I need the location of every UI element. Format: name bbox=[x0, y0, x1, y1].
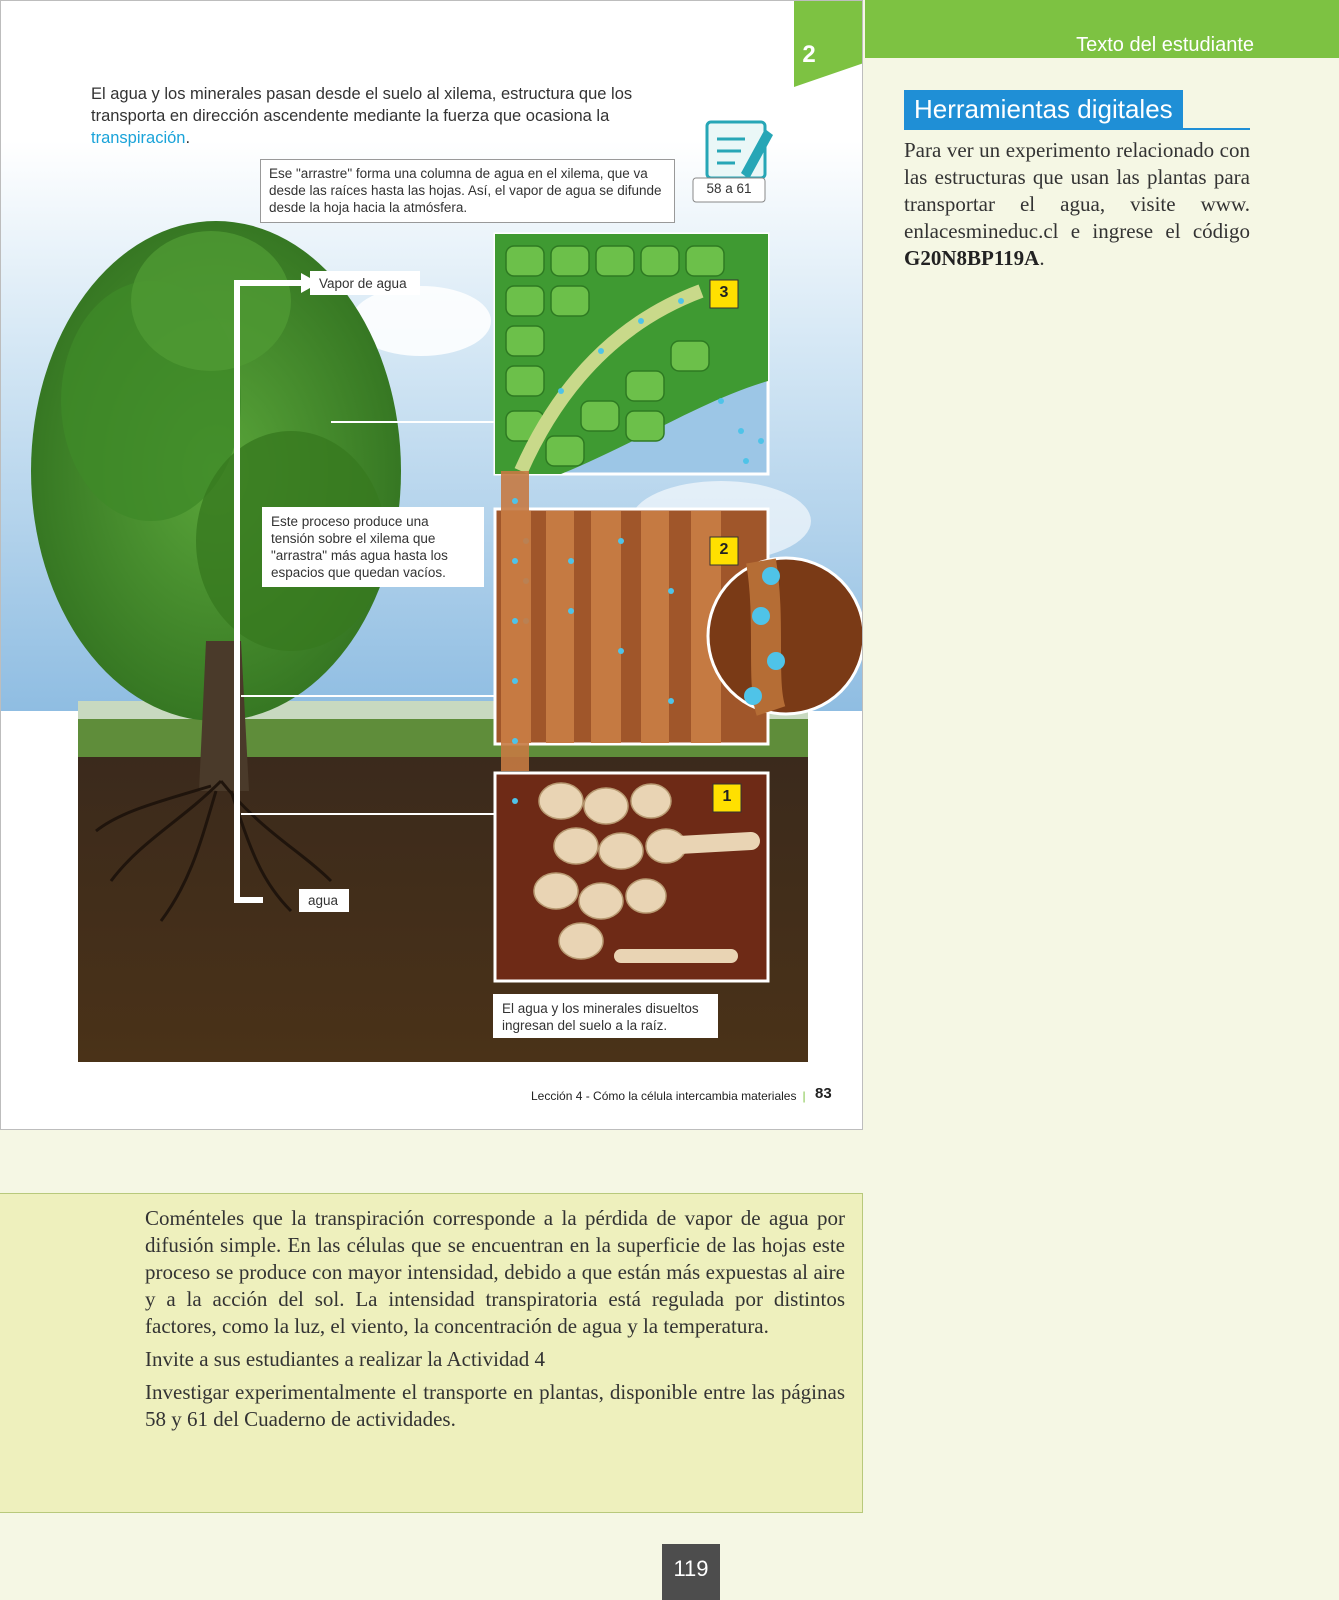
callout-minerales: El agua y los minerales disueltos ingresan del suelo a la raíz. bbox=[493, 994, 718, 1038]
intro-main: El agua y los minerales pasan desde el suelo al xilema, estructura que los transporta en dirección ascendente mediante la fuerza que ocasiona la bbox=[91, 85, 633, 125]
page-number: 119 bbox=[662, 1544, 720, 1600]
note-paragraph-3: Investigar experimentalmente el transporte en plantas, disponible entre las páginas 58 y 61 del Cuaderno de actividades. bbox=[145, 1380, 845, 1431]
label-vapor: Vapor de agua bbox=[310, 271, 420, 295]
callout-tension: Este proceso produce una tensión sobre el xilema que "arrastra" más agua hasta los espacios que quedan vacíos. bbox=[262, 507, 484, 587]
footer-lesson: Lección 4 - Cómo la célula intercambia materiales bbox=[531, 1089, 797, 1103]
teacher-note-text bbox=[145, 1205, 845, 1439]
student-footer: Lección 4 - Cómo la célula intercambia materiales | bbox=[531, 1089, 806, 1103]
badge-1: 1 bbox=[722, 788, 732, 805]
intro-highlight: transpiración bbox=[91, 129, 186, 147]
note-paragraph-1: Coménteles que la transpiración corresponde a la pérdida de vapor de agua por difusión simple. En las células que se encuentran en la superficie de las hojas este proceso se produce con mayor intensidad, debido a que están más expuestas al aire y a la acción del sol. La intensidad transpiratoria está regulada por distintos factores, como la luz, el viento, la concentración de agua y la temperatura. bbox=[145, 1206, 845, 1338]
panel-leaf-cells bbox=[495, 234, 768, 474]
digital-tools-body: Para ver un experimento relacionado con las estructuras que usan las plantas para transportar el agua, visite www. enlacesmineduc.cl e ingrese el código bbox=[904, 138, 1250, 243]
section-label: Texto del estudiante bbox=[1076, 34, 1254, 56]
callout-arrastre: Ese "arrastre" forma una columna de agua en el xilema, que va desde las raíces hasta las hojas. Así, el vapor de agua se difunde desde la hoja hacia la atmósfera. bbox=[260, 159, 675, 223]
student-page-number: 83 bbox=[815, 1085, 832, 1102]
digital-tools-rule bbox=[904, 128, 1250, 130]
section-header-bar bbox=[865, 0, 1339, 58]
digital-tools-title: Herramientas digitales bbox=[904, 90, 1183, 128]
digital-tools-text bbox=[904, 137, 1250, 272]
unit-number: 2 bbox=[802, 41, 816, 68]
workbook-ref: 58 a 61 bbox=[706, 181, 752, 196]
badge-3: 3 bbox=[719, 284, 729, 301]
note-paragraph-2: Invite a sus estudiantes a realizar la Actividad 4 bbox=[145, 1347, 546, 1371]
digital-tools-end: . bbox=[1039, 246, 1045, 270]
intro-text bbox=[91, 83, 651, 149]
student-page-image bbox=[0, 0, 863, 1130]
intro-end: . bbox=[185, 129, 191, 147]
digital-tools-code[interactable]: G20N8BP119A bbox=[904, 246, 1040, 270]
label-agua: agua bbox=[299, 889, 349, 912]
badge-2: 2 bbox=[719, 541, 729, 558]
